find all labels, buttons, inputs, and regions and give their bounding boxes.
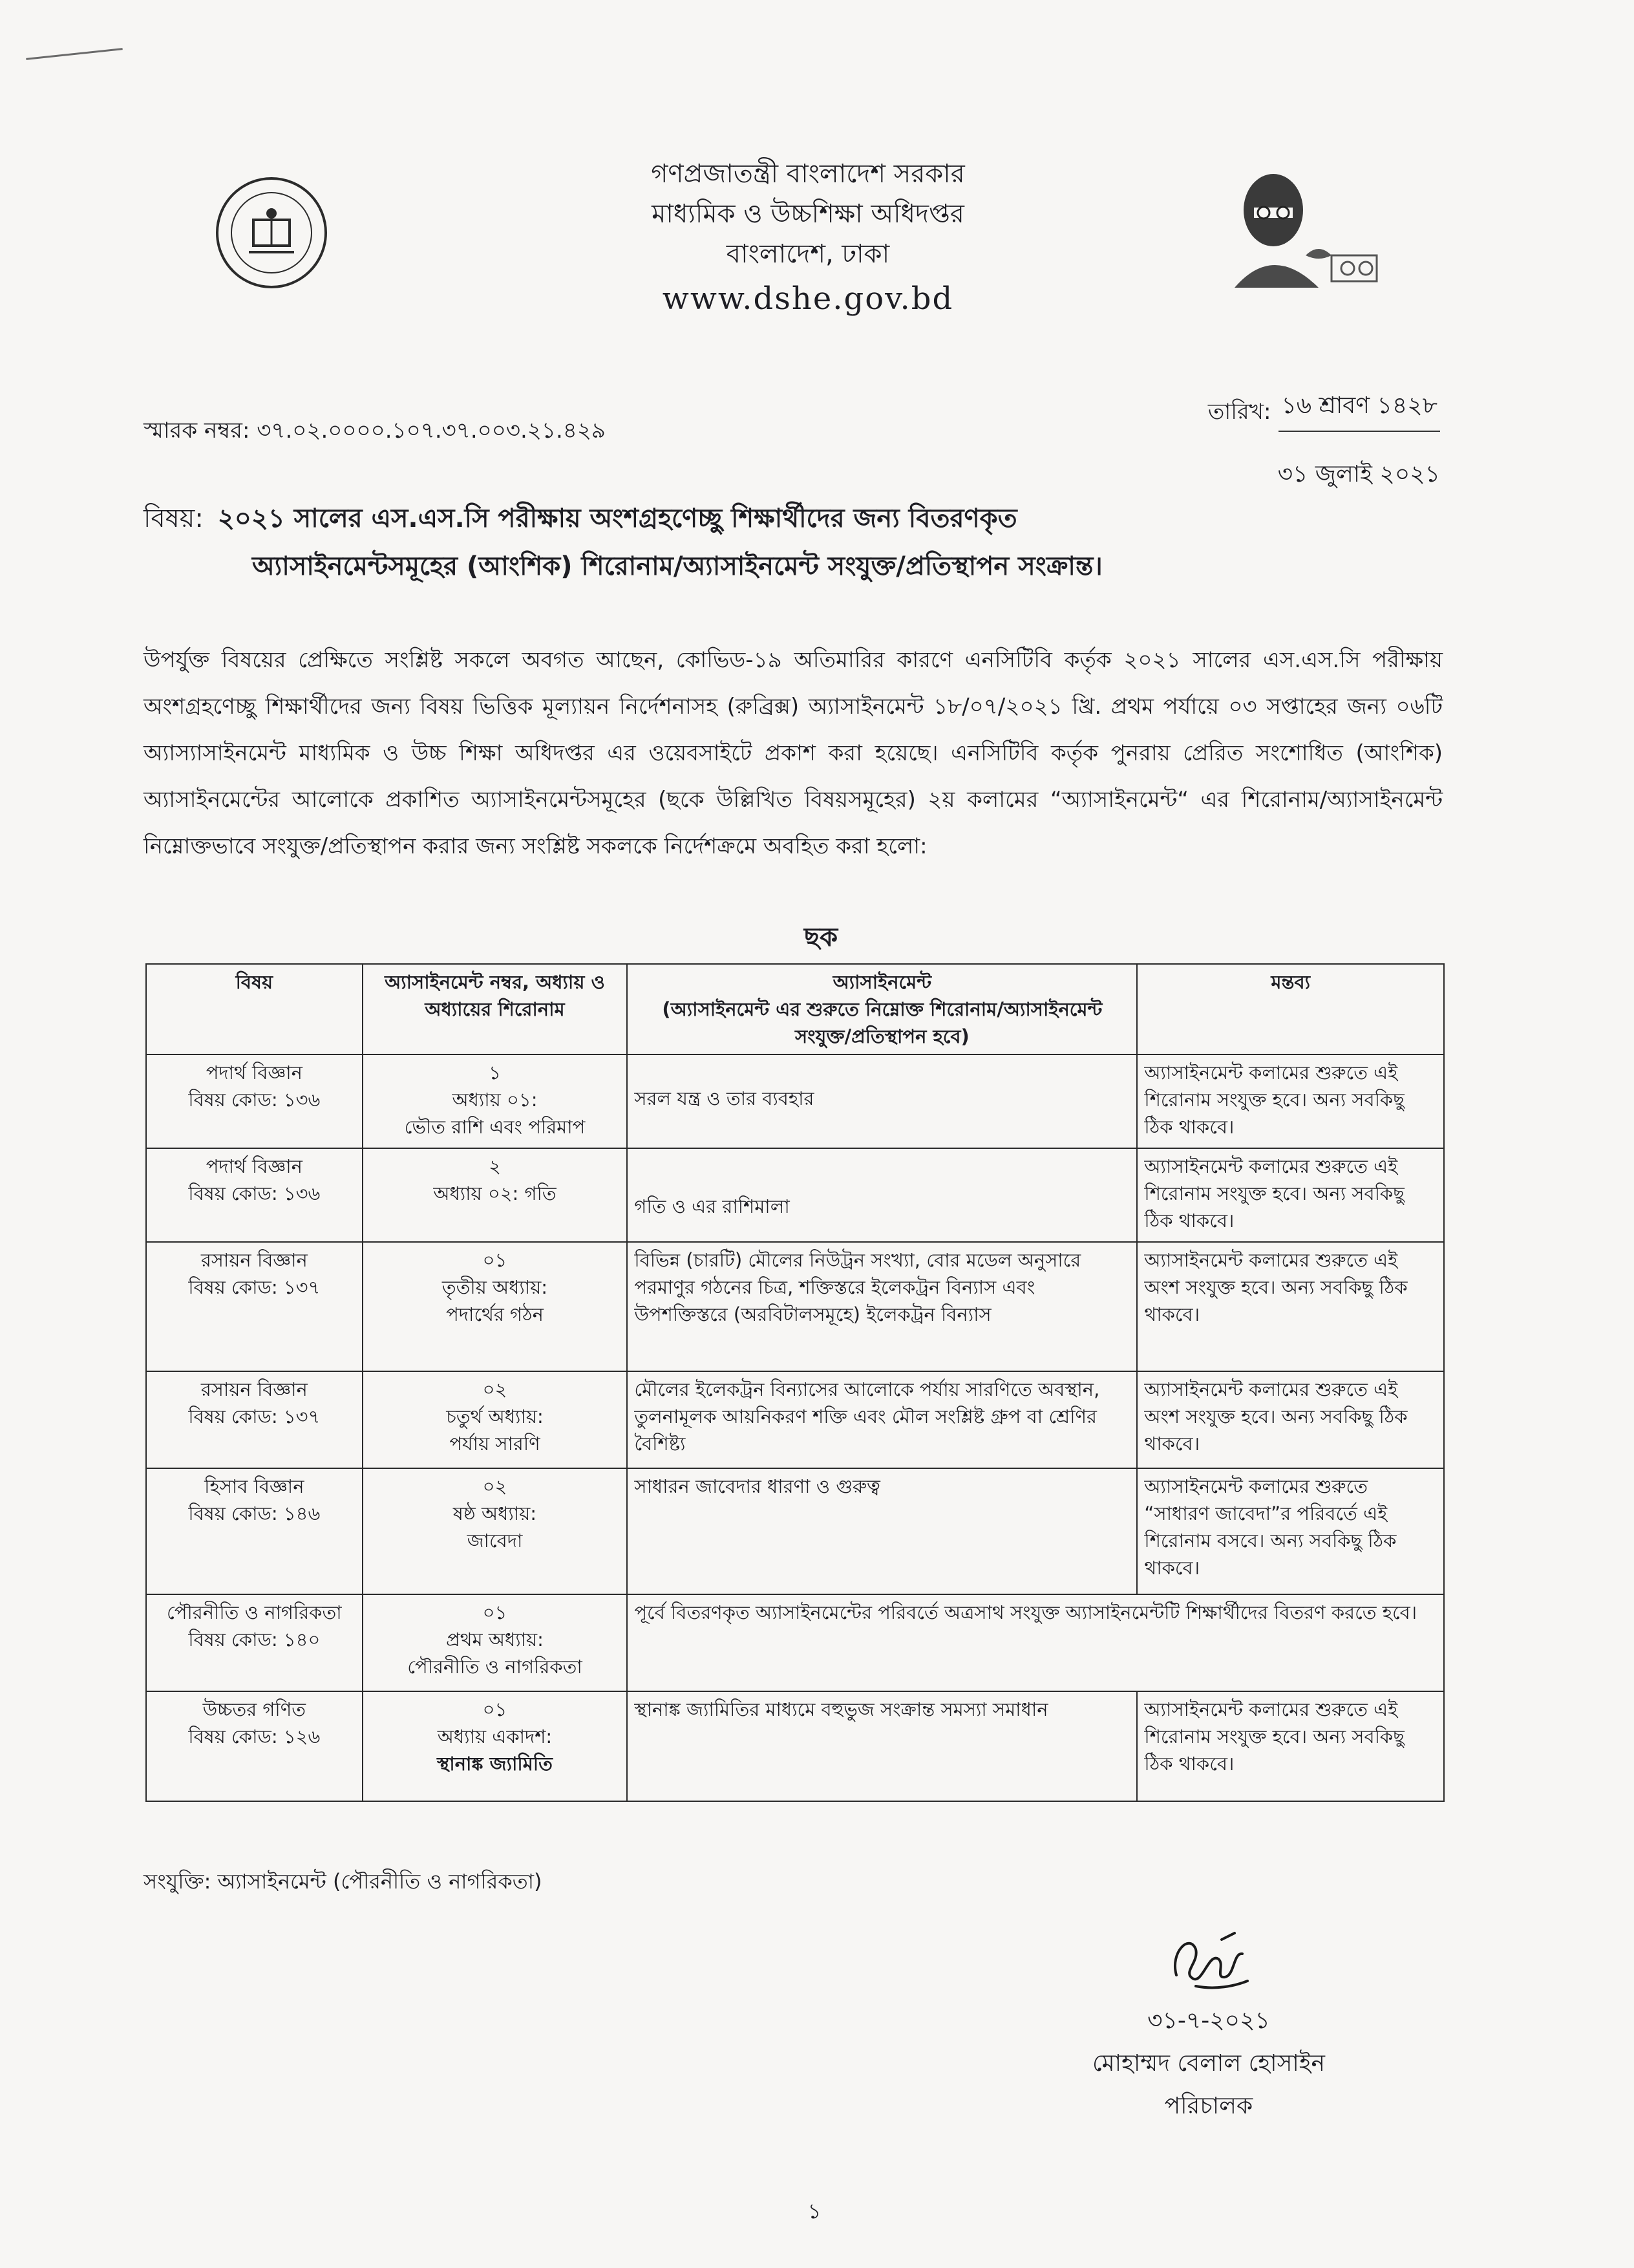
table-row [146,1468,1444,1594]
cell-subject: পৌরনীতি ও নাগরিকতা বিষয় কোড: ১৪০ [146,1594,363,1691]
page-number: ১ [807,2199,822,2223]
assignment-table [145,963,1445,1802]
memo-value: ৩৭.০২.০০০০.১০৭.৩৭.০০৩.২১.৪২৯ [257,418,606,444]
date-label: তারিখ: [1207,399,1271,425]
mujib-borsho-logo [1209,158,1390,301]
government-name: গণপ্রজাতন্ত্রী বাংলাদেশ সরকার [651,159,965,189]
memo-number [143,414,606,451]
header-subject: বিষয় [146,964,363,1054]
header-assignment-title: অ্যাসাইনমেন্ট [833,971,932,993]
cell-remarks: অ্যাসাইনমেন্ট কলামের শুরুতে “সাধারণ জাবেদা”র পরিবর্তে এই শিরোনাম বসবে। অন্য সবকিছু ঠিক থাকবে। [1137,1468,1444,1594]
cell-subject: পদার্থ বিজ্ঞান বিষয় কোড: ১৩৬ [146,1148,363,1242]
cell-remarks: অ্যাসাইনমেন্ট কলামের শুরুতে এই শিরোনাম সংযুক্ত হবে। অন্য সবকিছু ঠিক থাকবে। [1137,1148,1444,1242]
cell-assignment: বিভিন্ন (চারটি) মৌলের নিউট্রন সংখ্যা, বোর মডেল অনুসারে পরমাণুর গঠনের চিত্র, শক্তিস্তরে ইলেকট্রন বিন্যাস এবং উপশক্তিস্তরে (অরবিটালসমূহে) ইলেকট্রন বিন্যাস [627,1242,1137,1371]
table-row [146,1054,1444,1148]
date-block [1208,388,1440,495]
cell-chapter: ০১ প্রথম অধ্যায়: পৌরনীতি ও নাগরিকতা [363,1594,628,1691]
table-row [146,1148,1444,1242]
cell-remarks: অ্যাসাইনমেন্ট কলামের শুরুতে এই অংশ সংযুক্ত হবে। অন্য সবকিছু ঠিক থাকবে। [1137,1371,1444,1468]
cell-subject: হিসাব বিজ্ঞান বিষয় কোড: ১৪৬ [146,1468,363,1594]
cell-chapter: ১ অধ্যায় ০১: ভৌত রাশি এবং পরিমাপ [363,1054,628,1148]
date-english: ৩১ জুলাই ২০২১ [1277,461,1440,487]
subject-line [143,495,1443,590]
handwritten-signature [1157,1914,1260,1998]
subject-label: বিষয়: [143,504,204,533]
subject-text-1: ২০২১ সালের এস.এস.সি পরীক্ষায় অংশগ্রহণেচ্ছু শিক্ষার্থীদের জন্য বিতরণকৃত [217,504,1017,533]
cell-remarks: অ্যাসাইনমেন্ট কলামের শুরুতে এই অংশ সংযুক্ত হবে। অন্য সবকিছু ঠিক থাকবে। [1137,1242,1444,1371]
table-title: ছক [803,923,838,952]
table-header-row [146,964,1444,1054]
header-remarks: মন্তব্য [1137,964,1444,1054]
cell-remarks: অ্যাসাইনমেন্ট কলামের শুরুতে এই শিরোনাম সংযুক্ত হবে। অন্য সবকিছু ঠিক থাকবে। [1137,1054,1444,1148]
signatory-name: মোহাম্মদ বেলাল হোসাইন [1092,2050,1326,2077]
cell-remarks: অ্যাসাইনমেন্ট কলামের শুরুতে এই শিরোনাম সংযুক্ত হবে। অন্য সবকিছু ঠিক থাকবে। [1137,1691,1444,1801]
office-name: মাধ্যমিক ও উচ্চশিক্ষা অধিদপ্তর [652,199,964,229]
cell-assignment: স্থানাঙ্ক জ্যামিতির মাধ্যমে বহুভুজ সংক্রান্ত সমস্যা সমাধান [627,1691,1137,1801]
attachment-note: সংযুক্তি: অ্যাসাইনমেন্ট (পৌরনীতি ও নাগরিকতা) [143,1869,542,1894]
cell-assignment: সাধারন জাবেদার ধারণা ও গুরুত্ব [627,1468,1137,1594]
cell-chapter: ২ অধ্যায় ০২: গতি [363,1148,628,1242]
cell-assignment: পূর্বে বিতরণকৃত অ্যাসাইনমেন্টের পরিবর্তে অত্রসাথ সংযুক্ত অ্যাসাইনমেন্টটি শিক্ষার্থীদের বিতরণ করতে হবে। [627,1594,1444,1691]
memo-label: স্মারক নম্বর: [143,418,250,444]
cell-chapter: ০১ তৃতীয় অধ্যায়: পদার্থের গঠন [363,1242,628,1371]
header-assignment-note: (অ্যাসাইনমেন্ট এর শুরুতে নিম্নোক্ত শিরোনাম/অ্যাসাইনমেন্ট সংযুক্ত/প্রতিস্থাপন হবে) [662,998,1103,1047]
cell-chapter: ০১ অধ্যায় একাদশ: স্থানাঙ্ক জ্যামিতি [363,1691,628,1801]
header-number: অ্যাসাইনমেন্ট নম্বর, অধ্যায় ও অধ্যায়ের শিরোনাম [363,964,628,1054]
cell-assignment: মৌলের ইলেকট্রন বিন্যাসের আলোকে পর্যায় সারণিতে অবস্থান, তুলনামূলক আয়নিকরণ শক্তি এবং মৌল সংশ্লিষ্ট গ্রুপ বা শ্রেণির বৈশিষ্ট্য [627,1371,1137,1468]
cell-assignment: সরল যন্ত্র ও তার ব্যবহার [627,1054,1137,1148]
pen-mark [26,48,122,60]
header-assignment [627,964,1137,1054]
cell-chapter: ০২ চতুর্থ অধ্যায়: পর্যায় সারণি [363,1371,628,1468]
letterhead [452,154,1163,323]
table-row [146,1691,1444,1801]
dshe-seal-logo [213,175,330,291]
signatory-designation: পরিচালক [1164,2093,1253,2119]
body-paragraph: উপর্যুক্ত বিষয়ের প্রেক্ষিতে সংশ্লিষ্ট সকলে অবগত আছেন, কোভিড-১৯ অতিমারির কারণে এনসিটিবি কর্তৃক ২০২১ সালের এস.এস.সি পরীক্ষায় অংশগ্রহণেচ্ছু শিক্ষার্থীদের জন্য বিষয় ভিত্তিক মূল্যায়ন নির্দেশনাসহ (রুব্রিক্স) অ্যাসাইনমেন্ট ১৮/০৭/২০২১ খ্রি. প্রথম পর্যায়ে ০৩ সপ্তাহের জন্য ০৬টি অ্যাস্যাসাইনমেন্ট মাধ্যমিক ও উচ্চ শিক্ষা অধিদপ্তর এর ওয়েবসাইটে প্রকাশ করা হয়েছে। এনসিটিবি কর্তৃক পুনরায় প্রেরিত সংশোধিত (আংশিক) অ্যাসাইনমেন্টের আলোকে প্রকাশিত অ্যাসাইনমেন্টসমূহের (ছকে উল্লিখিত বিষয়সমূহের) ২য় কলামের “অ্যাসাইনমেন্ট“ এর শিরোনাম/অ্যাসাইনমেন্ট নিম্নোক্তভাবে সংযুক্ত/প্রতিস্থাপন করার জন্য সংশ্লিষ্ট সকলকে নির্দেশক্রমে অবহিত করা হলো: [143,647,1443,859]
table-row [146,1594,1444,1691]
cell-subject: রসায়ন বিজ্ঞান বিষয় কোড: ১৩৭ [146,1371,363,1468]
office-location: বাংলাদেশ, ঢাকা [726,239,890,269]
cell-subject: রসায়ন বিজ্ঞান বিষয় কোড: ১৩৭ [146,1242,363,1371]
signed-date: ৩১-৭-২০২১ [1147,2007,1270,2034]
cell-chapter: ০২ ষষ্ঠ অধ্যায়: জাবেদা [363,1468,628,1594]
table-row [146,1242,1444,1371]
cell-subject: উচ্চতর গণিত বিষয় কোড: ১২৬ [146,1691,363,1801]
signature-block [1008,1914,1409,2126]
date-bangla: ১৬ শ্রাবণ ১৪২৮ [1279,388,1440,432]
subject-text-2: অ্যাসাইনমেন্টসমূহের (আংশিক) শিরোনাম/অ্যাসাইনমেন্ট সংযুক্ত/প্রতিস্থাপন সংক্রান্ত। [252,551,1103,581]
cell-subject: পদার্থ বিজ্ঞান বিষয় কোড: ১৩৬ [146,1054,363,1148]
cell-assignment: গতি ও এর রাশিমালা [627,1148,1137,1242]
table-row [146,1371,1444,1468]
website-url: www.dshe.gov.bd [662,281,954,317]
